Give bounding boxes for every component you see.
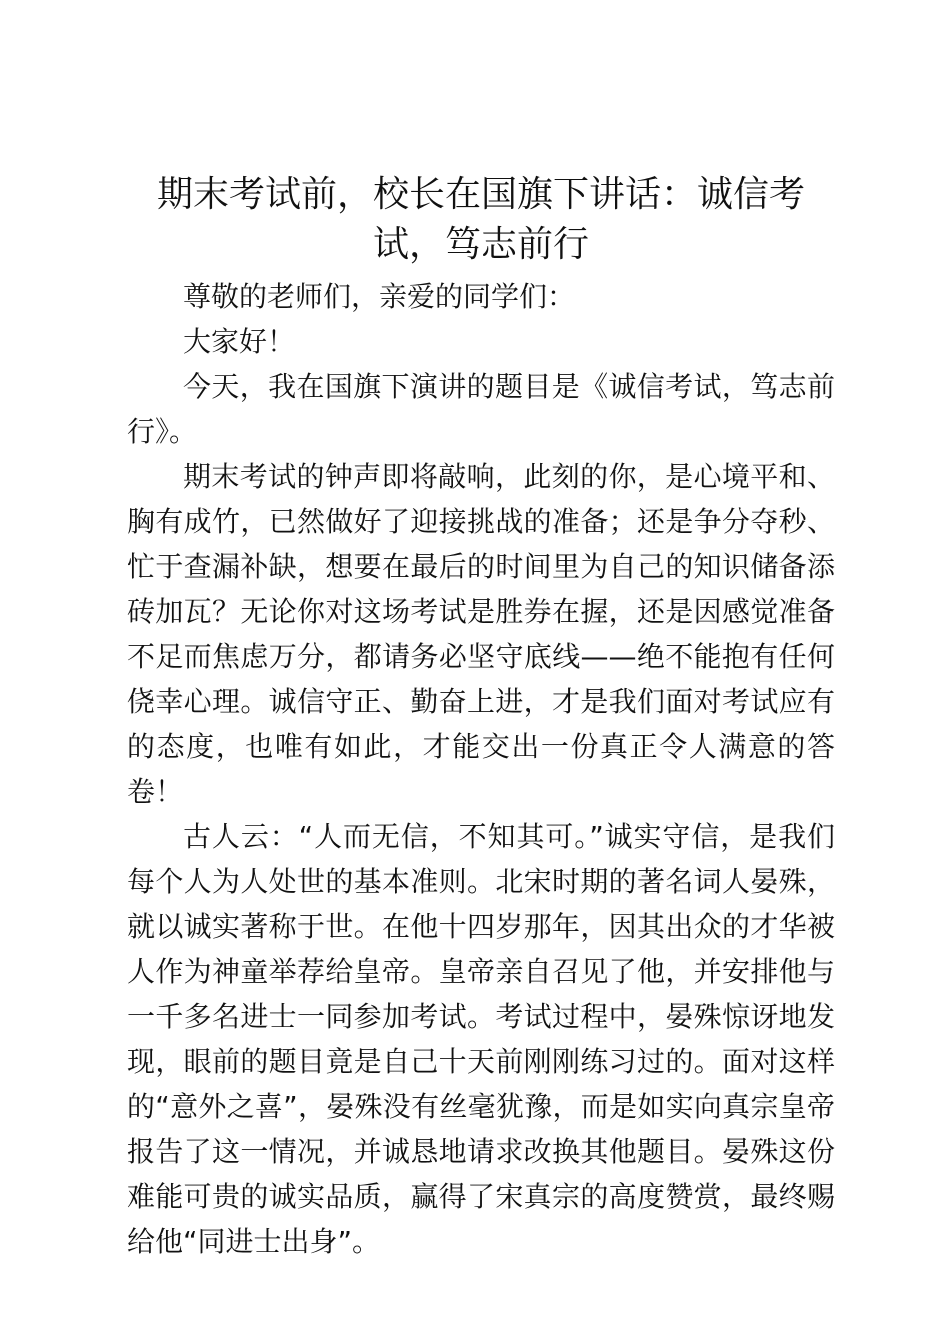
document-page — [127, 170, 835, 1264]
paragraph-topic: 今天，我在国旗下演讲的题目是《诚信考试，笃志前行》。 — [127, 370, 835, 448]
paragraph-body-2: 古人云：“人而无信，不知其可。”诚实守信，是我们每个人为人处世的基本准则。北宋时期的著名词人晏殊，就以诚实著称于世。在他十四岁那年，因其出众的才华被人作为神童举荐给皇帝。皇帝亲自召见了他，并安排他与一千多名进士一同参加考试。考试过程中，晏殊惊讶地发现，眼前的题目竟是自己十天前刚刚练习过的。面对这样的“意外之喜”，晏殊没有丝毫犹豫，而是如实向真宗皇帝报告了这一情况，并诚恳地请求改换其他题目。晏殊这份难能可贵的诚实品质，赢得了宋真宗的高度赞赏，最终赐给他“同进士出身”。 — [127, 820, 835, 1258]
paragraph-greeting: 大家好！ — [183, 325, 296, 358]
paragraph-salutation: 尊敬的老师们，亲爱的同学们： — [183, 280, 576, 313]
document-title: 期末考试前，校长在国旗下讲话：诚信考试，笃志前行 — [156, 174, 805, 265]
paragraph-body-1: 期末考试的钟声即将敲响，此刻的你，是心境平和、胸有成竹，已然做好了迎接挑战的准备；还是争分夺秒、忙于查漏补缺，想要在最后的时间里为自己的知识储备添砖加瓦？无论你对这场考试是胜券在握，还是因感觉准备不足而焦虑万分，都请务必坚守底线——绝不能抱有任何侥幸心理。诚信守正、勤奋上进，才是我们面对考试应有的态度，也唯有如此，才能交出一份真正令人满意的答卷！ — [127, 460, 835, 808]
